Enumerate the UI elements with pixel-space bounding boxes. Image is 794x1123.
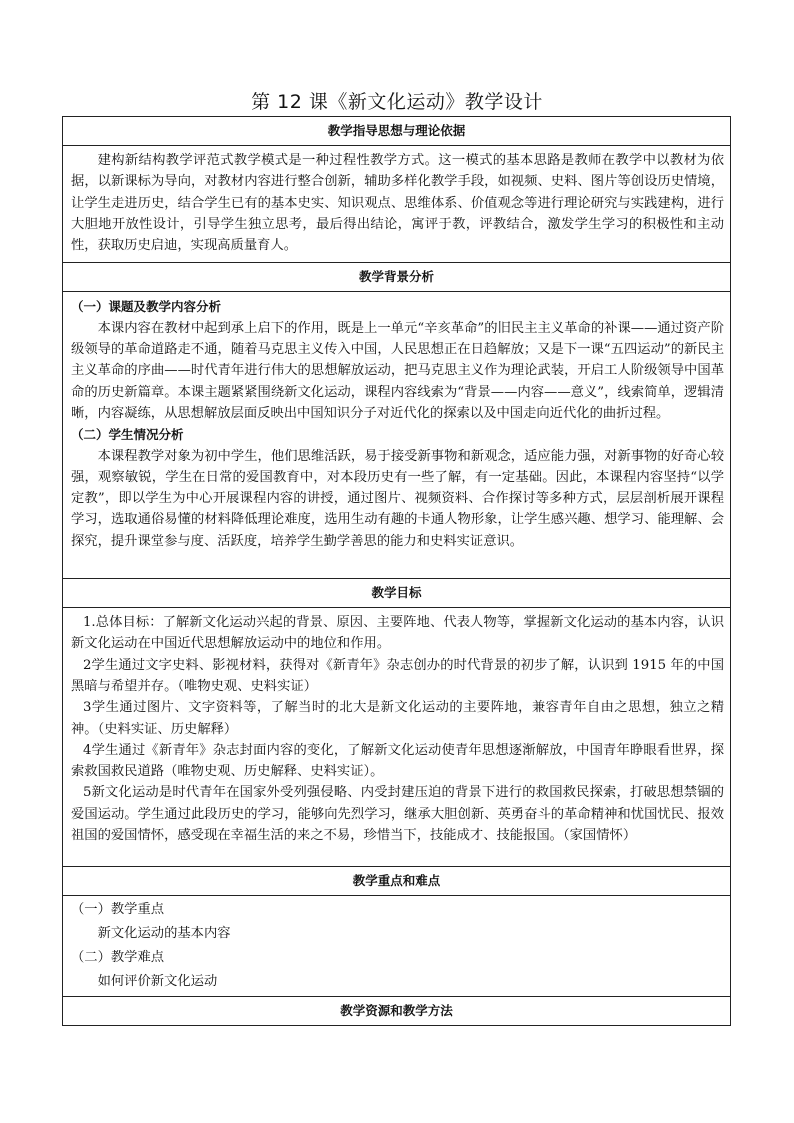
topic-analysis-heading: （一）课题及教学内容分析 <box>71 299 222 315</box>
guiding-header: 教学指导思想与理论依据 <box>327 123 466 138</box>
guiding-cell <box>63 145 730 262</box>
difficulty-heading: （二）教学难点 <box>71 950 165 966</box>
objective-item: 1.总体目标：了解新文化运动兴起的背景、原因、主要阵地、代表人物等，掌握新文化运动的基本内容，认识新文化运动在中国近代思想解放运动中的地位和作用。 <box>71 615 724 652</box>
objectives-cell <box>63 607 730 866</box>
keypoints-cell <box>63 895 730 996</box>
guiding-text: 建构新结构教学评范式教学模式是一种过程性教学方式。这一模式的基本思路是教师在教学中以教材为依据，以新课标为导向，对教材内容进行整合创新，辅助多样化教学手段，如视频、史料、图片等创设历史情境，让学生走进历史，结合学生已有的基本史实、知识观点、思维体系、价值观念等进行理论研究与实践建构，进行大胆地开放性设计，引导学生独立思考，最后得出结论，寓评于教，评教结合，激发学生学习的积极性和主动性，获取历史启迪，实现高质量育人。 <box>71 153 724 254</box>
resources-header: 教学资源和教学方法 <box>63 996 730 1025</box>
keypoints-header: 教学重点和难点 <box>63 866 730 895</box>
difficulty-text: 如何评价新文化运动 <box>97 974 218 990</box>
objective-item: 3学生通过图片、文字资料等，了解当时的北大是新文化运动的主要阵地，兼容青年自由之思想，独立之精神。（史料实证、历史解释） <box>71 700 724 737</box>
objective-item: 2学生通过文字史料、影视材料，获得对《新青年》杂志创办的时代背景的初步了解，认识到 1915 年的中国黑暗与希望并存。（唯物史观、史料实证） <box>71 657 724 694</box>
lesson-plan-table <box>62 116 731 1026</box>
background-header: 教学背景分析 <box>63 262 730 291</box>
objective-item: 4学生通过《新青年》杂志封面内容的变化，了解新文化运动使青年思想逐渐解放，中国青年睁眼看世界，探索救国救民道路（唯物史观、历史解释、史料实证）。 <box>71 742 724 780</box>
topic-analysis-text: 本课内容在教材中起到承上启下的作用，既是上一单元“辛亥革命”的旧民主主义革命的补课——通过资产阶级领导的革命道路走不通，随着马克思主义传入中国，人民思想正在日趋解放；又是下一课“五四运动”的新民主主义革命的序曲——时代青年进行伟大的思想解放运动，把马克思主义作为理论武装，开启工人阶级领导中国革命的历史新篇章。本课主题紧紧围绕新文化运动，课程内容线索为“背景——内容——意义”，线索简单，逻辑清晰，内容凝练，从思想解放层面反映出中国知识分子对近代化的探索以及中国走向近代化的曲折过程。 <box>71 320 724 421</box>
background-cell <box>63 291 730 578</box>
student-analysis-heading: （二）学生情况分析 <box>71 427 184 443</box>
objective-item: 5新文化运动是时代青年在国家外受列强侵略、内受封建压迫的背景下进行的救国救民探索，打破思想禁锢的爱国运动。学生通过此段历史的学习，能够向先烈学习，继承大胆创新、英勇奋斗的革命精神和忧国忧民、报效祖国的爱国情怀，感受现在幸福生活的来之不易，珍惜当下，技能成才、技能报国。（家国情怀） <box>71 785 724 844</box>
student-analysis-text: 本课程教学对象为初中学生，他们思维活跃，易于接受新事物和新观念，适应能力强，对新事物的好奇心较强，观察敏锐，学生在日常的爱国教育中，对本段历史有一些了解，有一定基础。因此，本课程内容坚持“以学定教”，即以学生为中心开展课程内容的讲授，通过图片、视频资料、合作探讨等多种方式，层层剖析展开课程学习，选取通俗易懂的材料降低理论难度，选用生动有趣的卡通人物形象，让学生感兴趣、想学习、能理解、会探究，提升课堂参与度、活跃度，培养学生勤学善思的能力和史料实证意识。 <box>71 448 724 549</box>
key-point-heading: （一）教学重点 <box>71 902 165 918</box>
page-title: 第 12 课《新文化运动》教学设计 <box>251 91 543 113</box>
key-point-text: 新文化运动的基本内容 <box>97 926 231 942</box>
objectives-header: 教学目标 <box>63 578 730 607</box>
